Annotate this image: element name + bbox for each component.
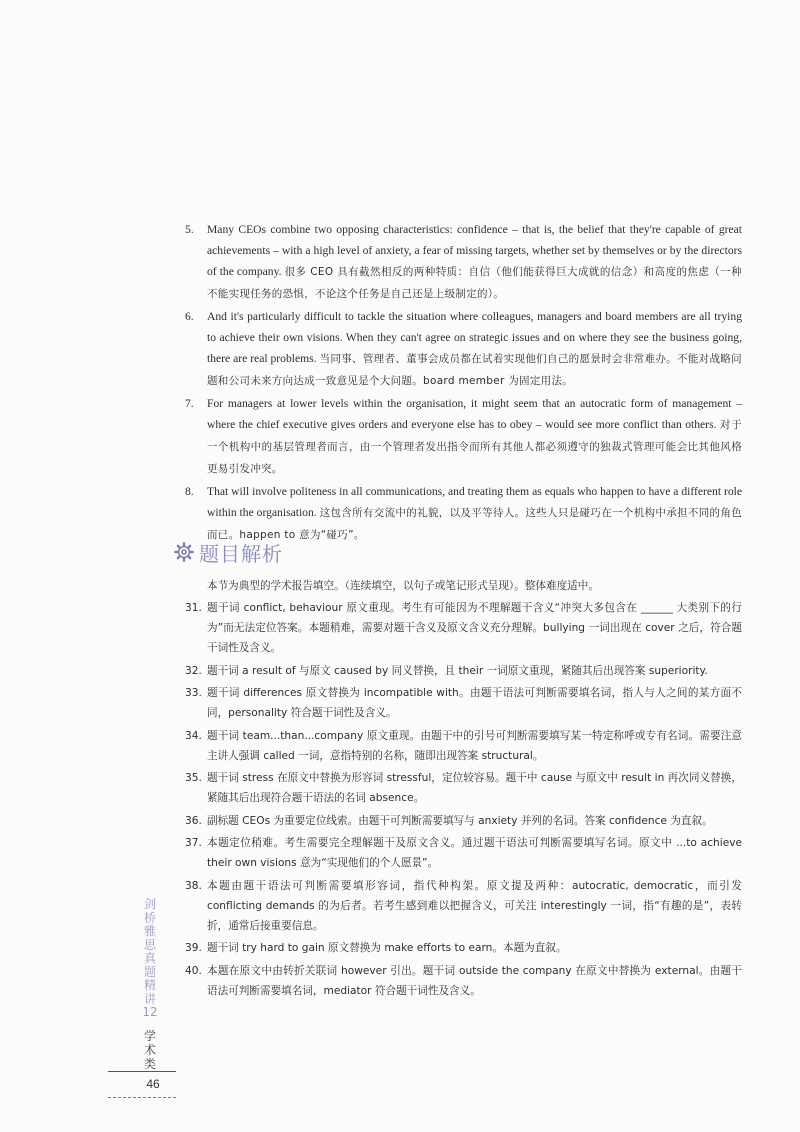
translation-list <box>185 219 742 547</box>
gear-icon <box>173 541 195 563</box>
analysis-list <box>185 598 742 1003</box>
english-sentence: Many CEOs combine two opposing characteristics: confidence – that is, the belief that they're capable of great achievements – with a high level of anxiety, a fear of missing targets, whether set by themselves or by the directors of the company. <box>207 223 742 278</box>
analysis-item <box>185 833 742 873</box>
analysis-item <box>185 961 742 1001</box>
footer-rule <box>108 1071 176 1072</box>
question-number: 32. <box>185 664 202 677</box>
question-number: 40. <box>185 964 202 977</box>
book-series-label: 剑桥雅思真题精讲12 <box>142 897 158 1019</box>
question-number: 39. <box>185 942 202 954</box>
book-category-label: 学术类 <box>143 1029 156 1071</box>
question-number: 31. <box>185 602 202 614</box>
question-number: 35. <box>185 772 202 784</box>
item-number: 8. <box>185 485 194 498</box>
analysis-text: 题干词 differences 原文替换为 incompatible with。由题干语法可判断需要填名词，指人与人之间的某方面不同，personality 符合题干词性及含义。 <box>207 687 742 719</box>
section-intro: 本节为典型的学术报告填空。（连续填空，以句子或笔记形式呈现）。整体难度适中。 <box>207 580 599 592</box>
analysis-item <box>185 876 742 936</box>
translation-item <box>185 393 742 480</box>
section-heading <box>173 537 283 567</box>
analysis-item <box>185 768 742 808</box>
english-sentence: For managers at lower levels within the organisation, it might seem that an autocratic form of management – where the chief executive gives orders and everyone else has to obey – would see more conflict than others. <box>207 397 742 431</box>
chinese-translation: 对于一个机构中的基层管理者而言，由一个管理者发出指令而所有其他人都必须遵守的独裁式管理可能会比其他风格更易引发冲突。 <box>207 419 742 475</box>
analysis-text: 题干词 a result of 与原文 caused by 同义替换，且 their 一词原文重现，紧随其后出现答案 superiority. <box>207 664 708 677</box>
item-number: 6. <box>185 310 194 323</box>
question-number: 36. <box>185 814 202 827</box>
analysis-text: 本题在原文中由转折关联词 however 引出。题干词 outside the company 在原文中替换为 external。由题干语法可判断需要填名词，mediator 符合题干词性及含义。 <box>207 964 742 997</box>
chinese-translation: 当同事、管理者、董事会成员都在试着实现他们自己的愿景时会非常难办。不能对战略问题和公司未来方向达成一致意见是个大问题。board member 为固定用法。 <box>207 353 742 387</box>
analysis-item <box>185 661 742 681</box>
analysis-text: 题干词 try hard to gain 原文替换为 make efforts to earn。本题为直叙。 <box>207 942 567 954</box>
analysis-item <box>185 811 742 831</box>
section-title: 题目解析 <box>199 541 283 566</box>
item-number: 7. <box>185 397 194 410</box>
translation-item <box>185 481 742 546</box>
english-sentence: That will involve politeness in all communications, and treating them as equals who happen to have a different role within the organisation. <box>207 485 742 519</box>
question-number: 38. <box>185 879 202 892</box>
chinese-translation: 很多 CEO 具有截然相反的两种特质：自信（他们能获得巨大成就的信念）和高度的焦虑（一种不能实现任务的恐惧，不论这个任务是自己还是上级制定的）。 <box>207 266 742 300</box>
page-number: 46 <box>146 1077 160 1091</box>
analysis-text: 副标题 CEOs 为重要定位线索。由题干可判断需要填写与 anxiety 并列的名词。答案 confidence 为直叙。 <box>207 814 713 827</box>
analysis-item <box>185 683 742 723</box>
analysis-text: 本题定位稍难。考生需要完全理解题干及原文含义。通过题干语法可判断需要填写名词。原文中 ...to achieve their own visions 意为“实现他们的个人愿景”。 <box>207 837 742 869</box>
english-sentence: And it's particularly difficult to tackle the situation where colleagues, managers and board members are all trying to achieve their own visions. When they can't agree on strategic issues and on where they see the business going, there are real problems. <box>207 310 742 365</box>
chinese-translation: 这包含所有交流中的礼貌，以及平等待人。这些人只是碰巧在一个机构中承担不同的角色而已。happen to 意为“碰巧”。 <box>207 507 742 541</box>
analysis-text: 题干词 stress 在原文中替换为形容词 stressful，定位较容易。题干中 cause 与原文中 result in 再次同义替换，紧随其后出现符合题干语法的名词 absence。 <box>207 772 742 804</box>
translation-item <box>185 306 742 392</box>
analysis-item <box>185 938 742 958</box>
footer-rule-dashed <box>108 1097 176 1098</box>
translation-item <box>185 219 742 305</box>
analysis-text: 题干词 team...than...company 原文重现。由题干中的引号可判断需要填写某一特定称呼或专有名词。需要注意主讲人强调 called 一词，意指特别的名称，随即出现答案 structural。 <box>207 729 742 762</box>
question-number: 37. <box>185 837 202 849</box>
analysis-item <box>185 598 742 658</box>
analysis-item <box>185 726 742 766</box>
question-number: 33. <box>185 687 202 699</box>
analysis-text: 本题由题干语法可判断需要填形容词，指代种构架。原文提及两种：autocratic, democratic，而引发 conflicting demands 的为后者。若考生感到难以把握含义，可关注 interestingly 一词，指“有趣的是”，表转折，通常后接重要信息。 <box>207 879 742 932</box>
question-number: 34. <box>185 729 202 742</box>
analysis-text: 题干词 conflict, behaviour 原文重现。考生有可能因为不理解题干含义“冲突大多包含在 ______ 大类别下的行为”而无法定位答案。本题稍难，需要对题干含义及原文含义充分理解。bullying 一词出现在 cover 之后，符合题干词性及含义。 <box>207 602 742 654</box>
item-number: 5. <box>185 223 194 236</box>
